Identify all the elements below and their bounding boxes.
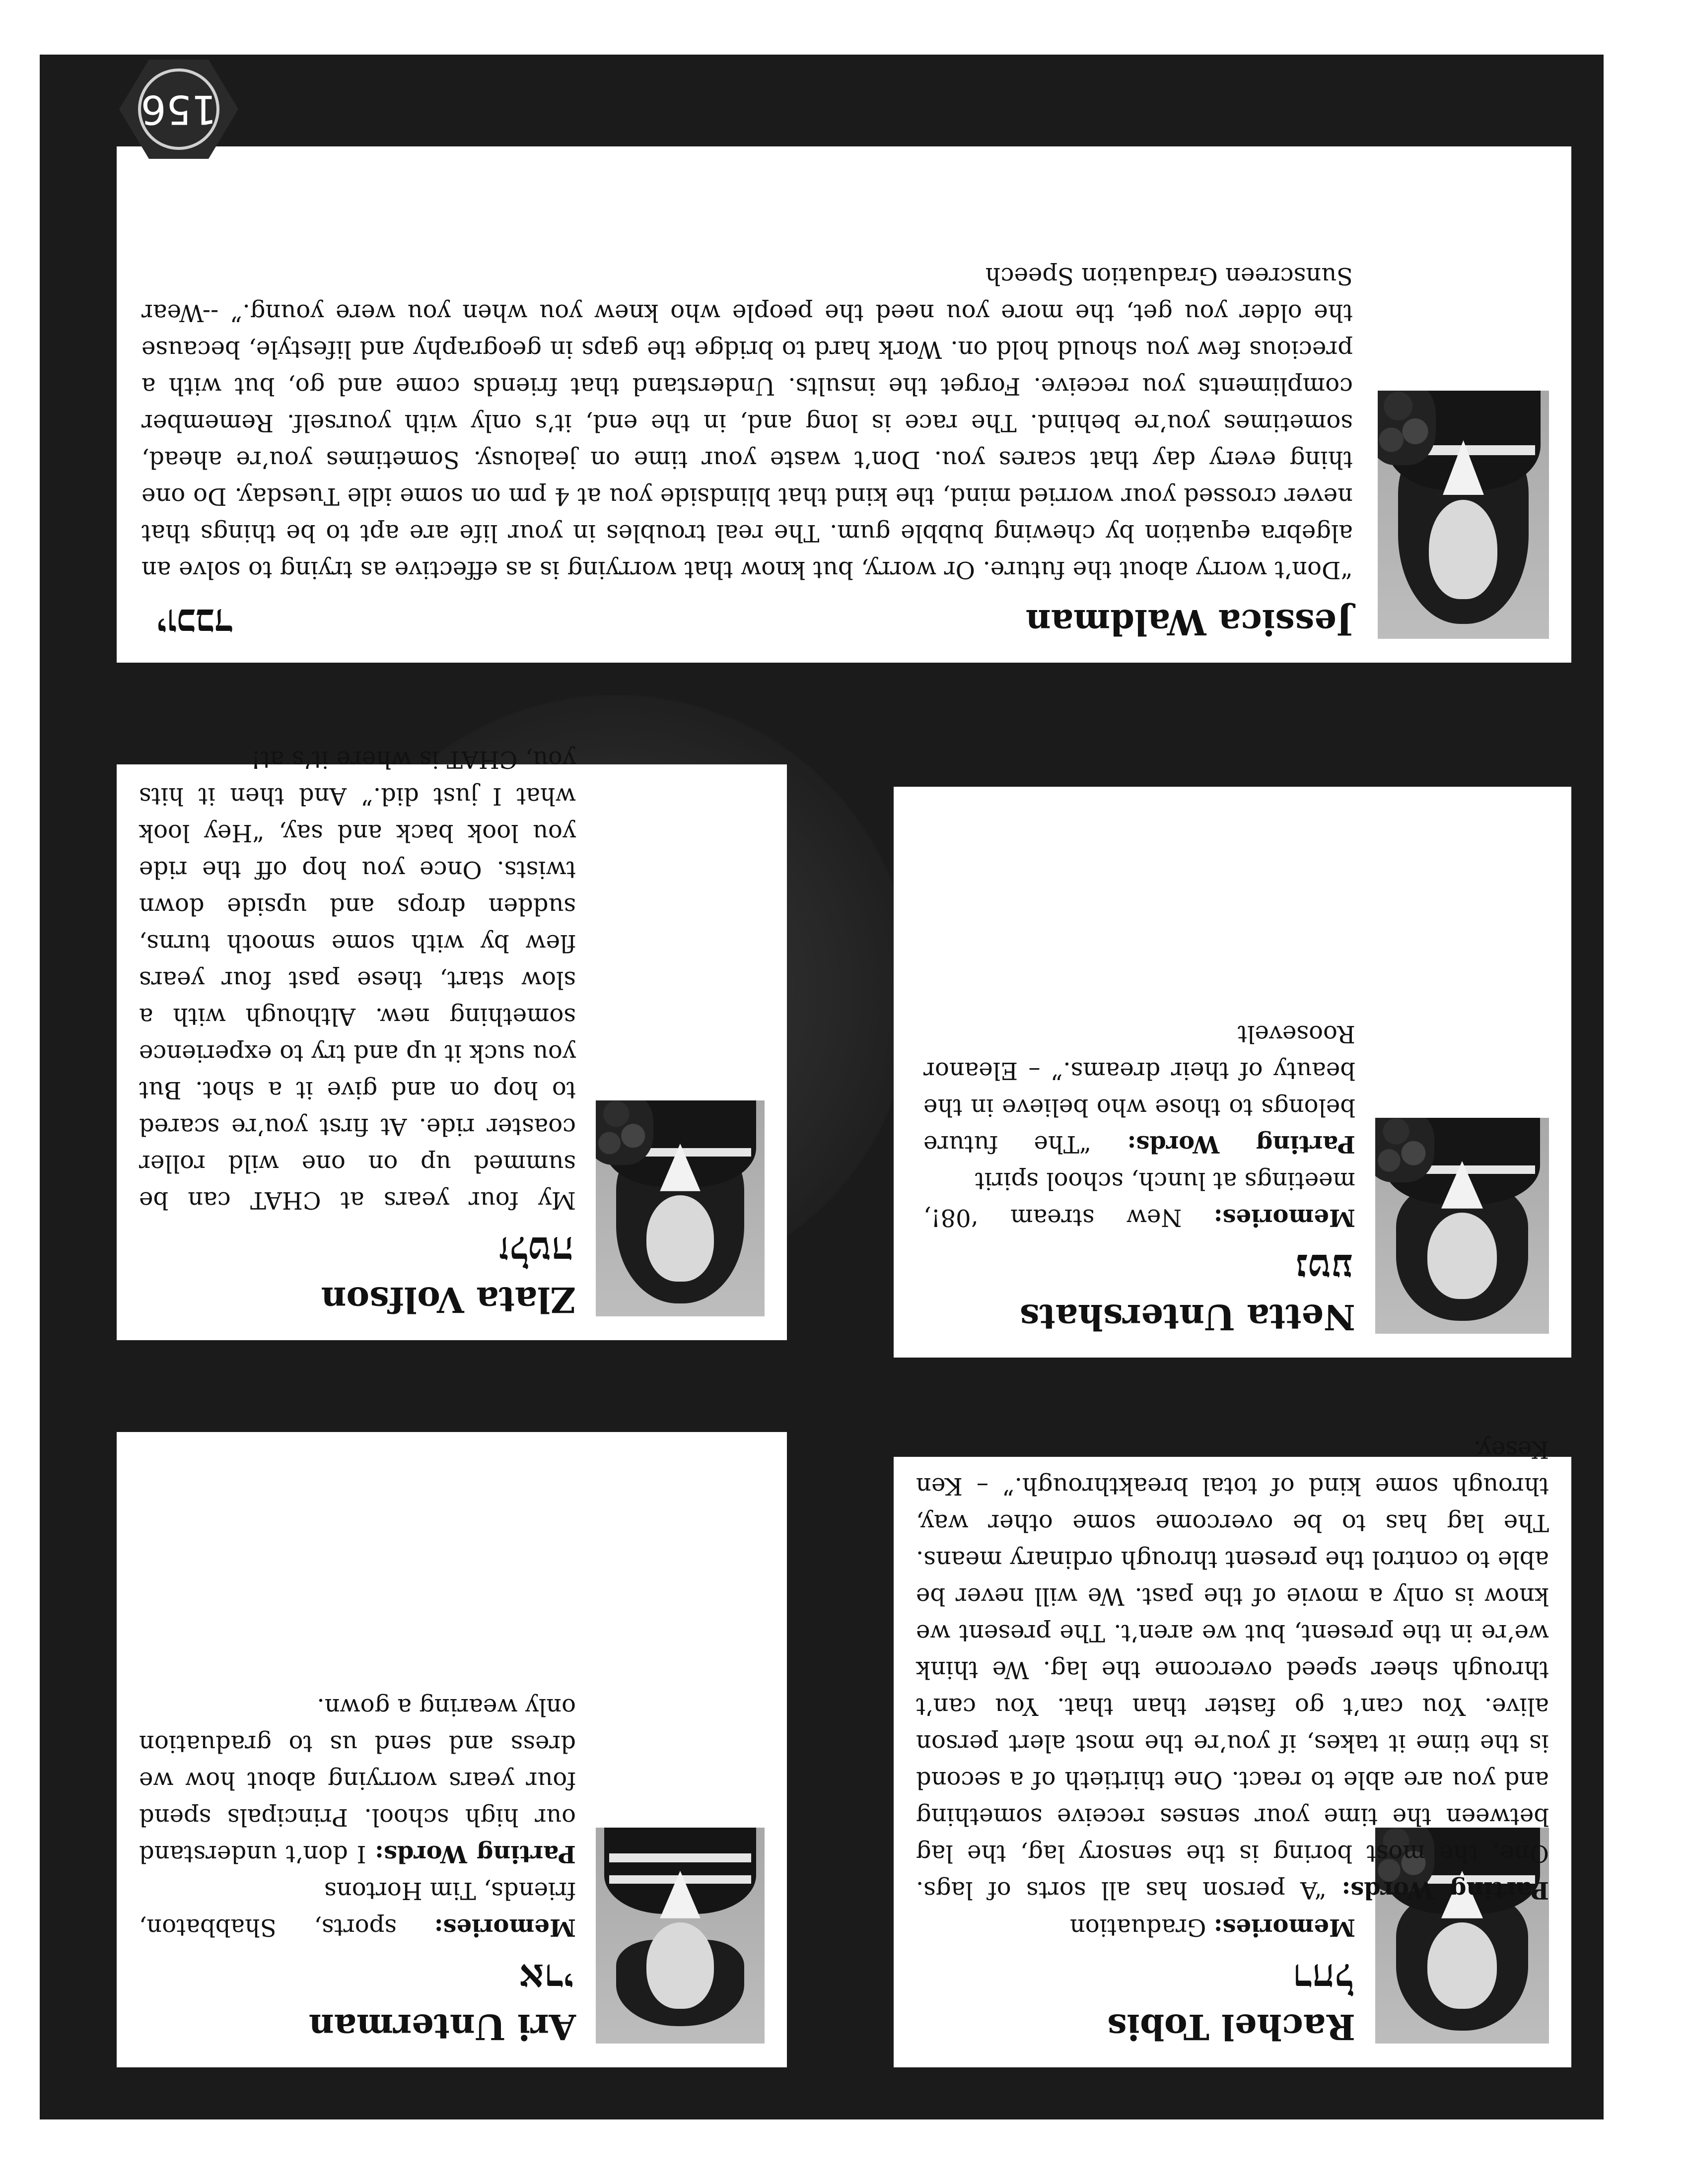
student-photo — [1378, 391, 1549, 639]
student-quote: My four years at CHAT can be summed up on one wild roller coaster ride. At first you’re scared to hop on and give it a shot. But you suck it up and try to experience something new. Although with a slow start, these past four years flew by with some smooth turns, sudden drops and upside down twists. Once you hop off the ride you look back and say, “Hey look what I just did.” And then it hits you, CHAT is where it’s at! — [139, 746, 576, 1214]
parting-words-text — [916, 1431, 1549, 1909]
student-hebrew-name: ארי — [519, 1955, 573, 2000]
student-hebrew-name: זלטה — [498, 1228, 573, 1273]
memories-value: sports, Shabbaton, friends, Tim Hortons — [139, 1877, 576, 1941]
memories-value: Graduation — [1069, 1913, 1214, 1941]
memories-text — [139, 1689, 576, 1946]
parting-words-label: Parting Words: — [1341, 1876, 1549, 1904]
parting-words-label: Parting Words: — [375, 1840, 576, 1868]
memories-label: Memories: — [434, 1913, 576, 1941]
parting-words-value: I don’t understand our high school. Principals spend four years worrying about how we dress and send us to graduation only wearing a gown. — [139, 1693, 576, 1868]
student-name: Zlata Volfson — [321, 1279, 576, 1320]
student-card-zlata-volfson — [117, 746, 787, 1340]
memories-text — [923, 1016, 1355, 1236]
student-hebrew-name: יוכבד — [156, 600, 233, 645]
student-photo — [1375, 1118, 1549, 1334]
student-card-netta-untershats — [894, 787, 1571, 1358]
student-hebrew-name: רחל — [1293, 1955, 1353, 2000]
memories-label: Memories: — [1213, 1204, 1355, 1231]
student-quote: “Don’t worry about the future. Or worry, but know that worrying is as effective as trying to solve an algebra equation by chewing bubble gum. The real troubles in your life are apt to be things that never crossed your worried mind, the kind that blindside you at 4 pm on some idle Tuesday. Do one thing every day that scares you. Don’t waste your time on jealousy. Sometimes you’re ahead, sometimes you’re behind. The race is long and, in the end, it’s only with yourself. Remember compliments you receive. Forget the insults. Understand that friends come and go, but with a precious few you should hold on. Work hard to bridge the gaps in geography and lifestyle, because the older you get, the more you need the people who knew you when you were young.” --Wear Sunscreen Graduation Speech — [141, 262, 1353, 584]
page-number: 156 — [141, 86, 217, 133]
memories-text — [923, 1909, 1355, 1946]
memories-label: Memories: — [1213, 1913, 1355, 1941]
student-photo — [596, 1100, 765, 1316]
memories-value: New stream ‘08!, meetings at lunch, school spirit — [923, 1167, 1355, 1231]
page-number-badge — [109, 60, 248, 159]
student-name: Netta Untershats — [1019, 1297, 1355, 1338]
student-card-jessica-waldman — [117, 146, 1571, 663]
parting-words-value: “The future belongs to those who believe in the beauty of their dreams.” – Eleanor Roosevelt — [923, 1020, 1355, 1158]
student-photo — [596, 1828, 765, 2044]
student-hebrew-name: נטע — [1295, 1245, 1353, 1291]
parting-words-label: Parting Words: — [1127, 1130, 1355, 1158]
student-name: Jessica Waldman — [1025, 602, 1353, 643]
parting-words-value: “A person has all sorts of lags. One, the most boring is the sensory lag, the lag between the time your senses receive something and you are able to react. One thirtieth of a second is the time it takes, if you’re the most alert person alive. You can’t go faster than that. You can’t through sheer speed overcome the lag. We think we’re in the present, but we aren’t. The present we know is only a movie of the past. We will never be able to control the present through ordinary means. The lag has to be overcome some other way, through some kind of total breakthrough.” – Ken Kesey. — [915, 1435, 1549, 1904]
student-name: Rachel Tobis — [1107, 2006, 1355, 2048]
student-name: Ari Unterman — [308, 2006, 576, 2048]
student-card-ari-unterman — [117, 1432, 787, 2067]
